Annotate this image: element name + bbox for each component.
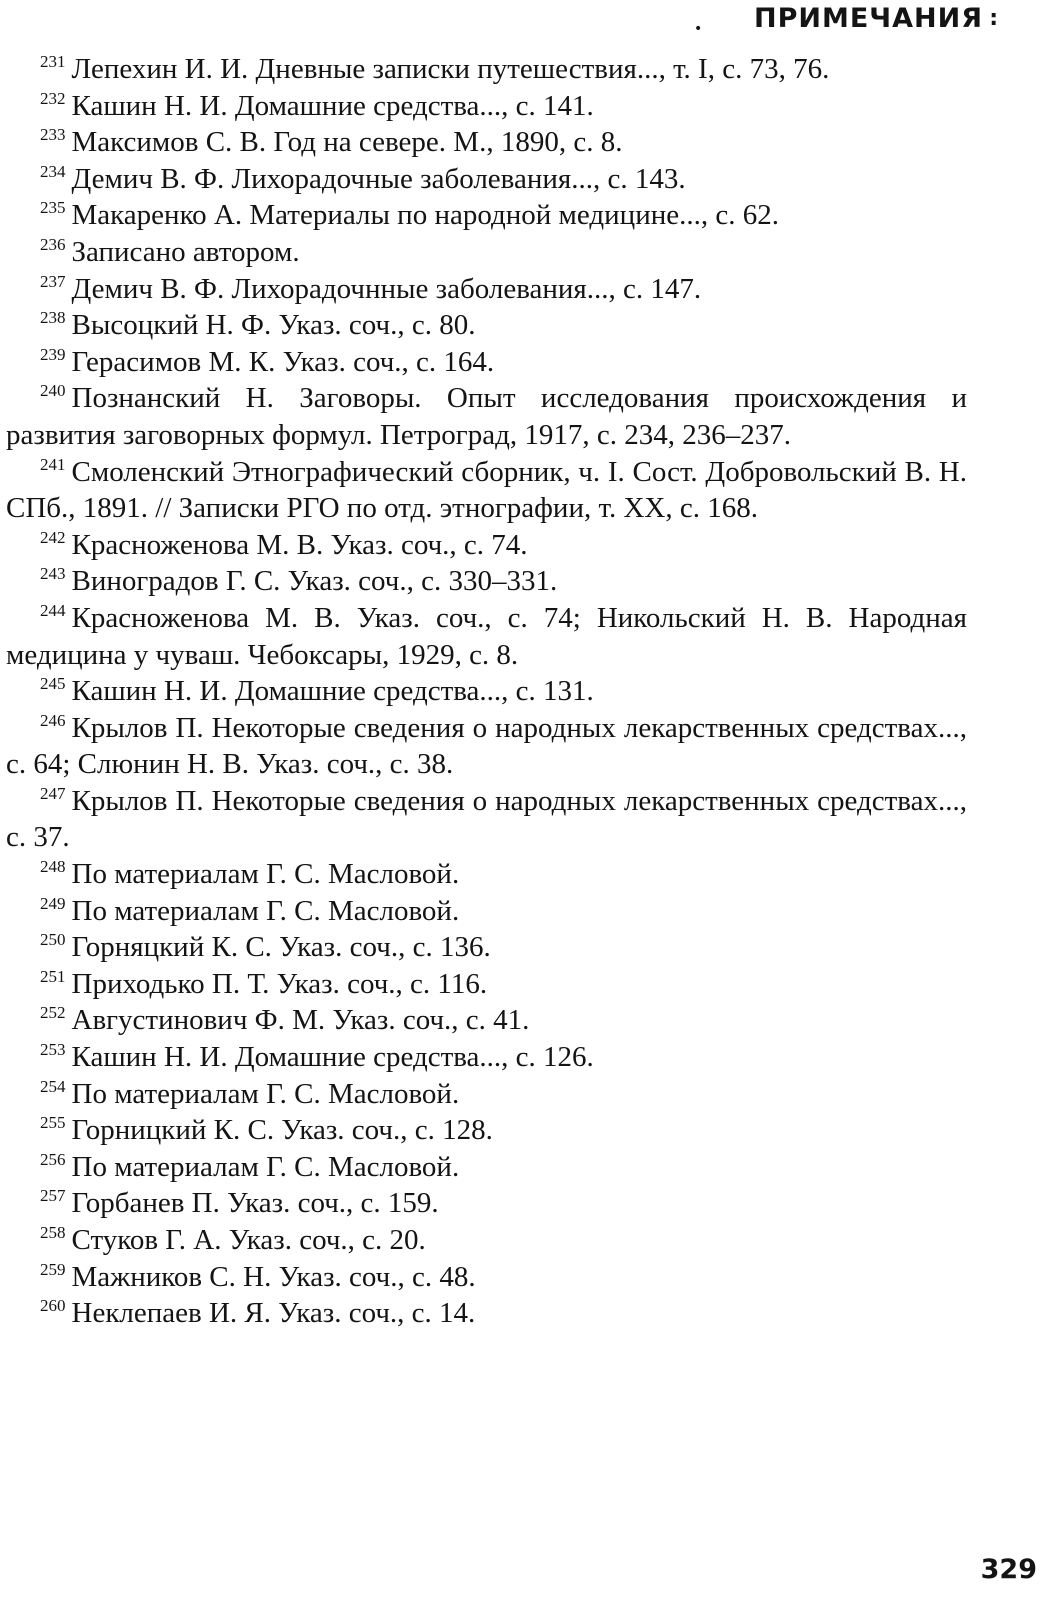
page-number: 329 [980, 1554, 1037, 1585]
footnote-text: Виноградов Г. С. Указ. соч., с. 330–331. [71, 565, 558, 598]
footnote [6, 1185, 967, 1222]
footnote-number: 249 [40, 893, 66, 913]
footnote-number: 247 [40, 783, 66, 803]
footnote-text: Кашин Н. И. Домашние средства..., с. 141. [71, 89, 594, 122]
footnote-text: По материалам Г. С. Масловой. [71, 1077, 460, 1110]
footnote-number: 232 [40, 88, 66, 108]
footnote [6, 161, 967, 198]
footnote [6, 1222, 967, 1259]
footnote-text: Высоцкий Н. Ф. Указ. соч., с. 80. [71, 309, 476, 342]
footnote-number: 260 [40, 1296, 66, 1316]
footnote [6, 1039, 967, 1076]
footnote [6, 563, 967, 600]
footnote-text: Максимов С. В. Год на севере. М., 1890, с. 8. [71, 126, 623, 159]
footnote-text: Горницкий К. С. Указ. соч., с. 128. [71, 1114, 493, 1147]
footnote [6, 51, 967, 88]
footnote [6, 783, 967, 856]
footnote [6, 1002, 967, 1039]
footnote-text: Неклепаев И. Я. Указ. соч., с. 14. [71, 1297, 476, 1330]
footnote [6, 929, 967, 966]
footnote-text: Красноженова М. В. Указ. соч., с. 74; Никольский Н. В. Народная медицина у чуваш. Чебоксары, 1929, с. 8. [6, 601, 967, 671]
ornament-colon-icon: : [989, 6, 999, 31]
footnote-number: 250 [40, 930, 66, 950]
footnote [6, 600, 967, 673]
footnote-text: Макаренко А. Материалы по народной медицине..., с. 62. [71, 199, 779, 232]
footnote-text: Красноженова М. В. Указ. соч., с. 74. [71, 528, 528, 561]
footnote-number: 243 [40, 564, 66, 584]
footnote [6, 1149, 967, 1186]
footnote-number: 246 [40, 710, 66, 730]
footnote [6, 1295, 967, 1332]
footnote-number: 248 [40, 857, 66, 877]
notes-list [6, 51, 967, 1332]
footnote-text: По материалам Г. С. Масловой. [71, 858, 460, 891]
footnote-number: 236 [40, 234, 66, 254]
ornament-dot-icon: • [694, 21, 704, 37]
footnote-number: 233 [40, 125, 66, 145]
footnote-text: Лепехин И. И. Дневные записки путешествия..., т. I, с. 73, 76. [71, 53, 830, 85]
footnote-text: Демич В. Ф. Лихорадочные заболевания..., с. 143. [71, 162, 686, 195]
footnote-number: 253 [40, 1040, 66, 1060]
footnote-number: 245 [40, 674, 66, 694]
footnote-text: Записано автором. [71, 235, 300, 268]
footnote [6, 527, 967, 564]
footnote-number: 242 [40, 527, 66, 547]
footnote-text: Мажников С. Н. Указ. соч., с. 48. [71, 1260, 476, 1293]
footnote-text: Крылов П. Некоторые сведения о народных лекарственных средствах..., с. 64; Слюнин Н. В. Указ. соч., с. 38. [6, 711, 967, 781]
footnote-number: 241 [40, 454, 66, 474]
footnote-number: 237 [40, 271, 66, 291]
footnote [6, 673, 967, 710]
footnote [6, 893, 967, 930]
footnote-text: Познанский Н. Заговоры. Опыт исследования происхождения и развития заговорных формул. Петроград, 1917, с. 234, 236–237. [6, 382, 967, 451]
footnote-text: Стуков Г. А. Указ. соч., с. 20. [71, 1224, 426, 1256]
footnote-number: 258 [40, 1223, 66, 1242]
footnote [6, 1076, 967, 1113]
footnote [6, 380, 967, 453]
footnote-number: 234 [40, 161, 66, 181]
footnote [6, 197, 967, 234]
footnote [6, 454, 967, 527]
footnote [6, 344, 967, 381]
footnote [6, 1112, 967, 1149]
section-title: ПРИМЕЧАНИЯ [754, 3, 983, 34]
footnote-text: Кашин Н. И. Домашние средства..., с. 131. [71, 675, 594, 708]
footnote [6, 88, 967, 125]
footnote-number: 252 [40, 1003, 66, 1023]
footnote-text: Горбанев П. Указ. соч., с. 159. [71, 1187, 439, 1220]
footnote-number: 255 [40, 1113, 66, 1133]
footnote-text: Кашин Н. И. Домашние средства..., с. 126. [71, 1041, 594, 1074]
footnote-number: 256 [40, 1149, 66, 1169]
footnote-number: 235 [40, 198, 66, 218]
footnote-text: Крылов П. Некоторые сведения о народных лекарственных средствах..., с. 37. [6, 784, 967, 854]
footnote-text: Приходько П. Т. Указ. соч., с. 116. [71, 967, 488, 1000]
footnote-text: Горняцкий К. С. Указ. соч., с. 136. [71, 931, 491, 964]
footnote-number: 240 [40, 381, 66, 401]
footnote-text: Герасимов М. К. Указ. соч., с. 164. [71, 345, 495, 378]
footnote-text: Смоленский Этнографический сборник, ч. I. Сост. Добровольский В. Н. СПб., 1891. // Записки РГО по отд. этнографии, т. XX, с. 168. [6, 455, 967, 525]
running-head [694, 3, 999, 37]
footnote [6, 271, 967, 308]
footnote-text: По материалам Г. С. Масловой. [71, 894, 460, 927]
footnote-text: Августинович Ф. М. Указ. соч., с. 41. [71, 1004, 530, 1037]
footnote [6, 307, 967, 344]
footnote [6, 710, 967, 783]
footnote [6, 234, 967, 271]
footnote-text: Демич В. Ф. Лихорадочнные заболевания..., с. 147. [71, 272, 702, 305]
footnote [6, 856, 967, 893]
footnote-number: 257 [40, 1186, 66, 1206]
footnote-number: 254 [40, 1076, 66, 1096]
footnote-number: 239 [40, 344, 66, 364]
footnote-number: 231 [40, 52, 66, 71]
footnote-number: 251 [40, 966, 66, 986]
footnote-number: 259 [40, 1259, 66, 1279]
footnote [6, 1259, 967, 1296]
footnote-text: По материалам Г. С. Масловой. [71, 1150, 460, 1183]
footnote [6, 966, 967, 1003]
footnote [6, 124, 967, 161]
footnote-number: 244 [40, 600, 66, 620]
footnote-number: 238 [40, 308, 66, 328]
